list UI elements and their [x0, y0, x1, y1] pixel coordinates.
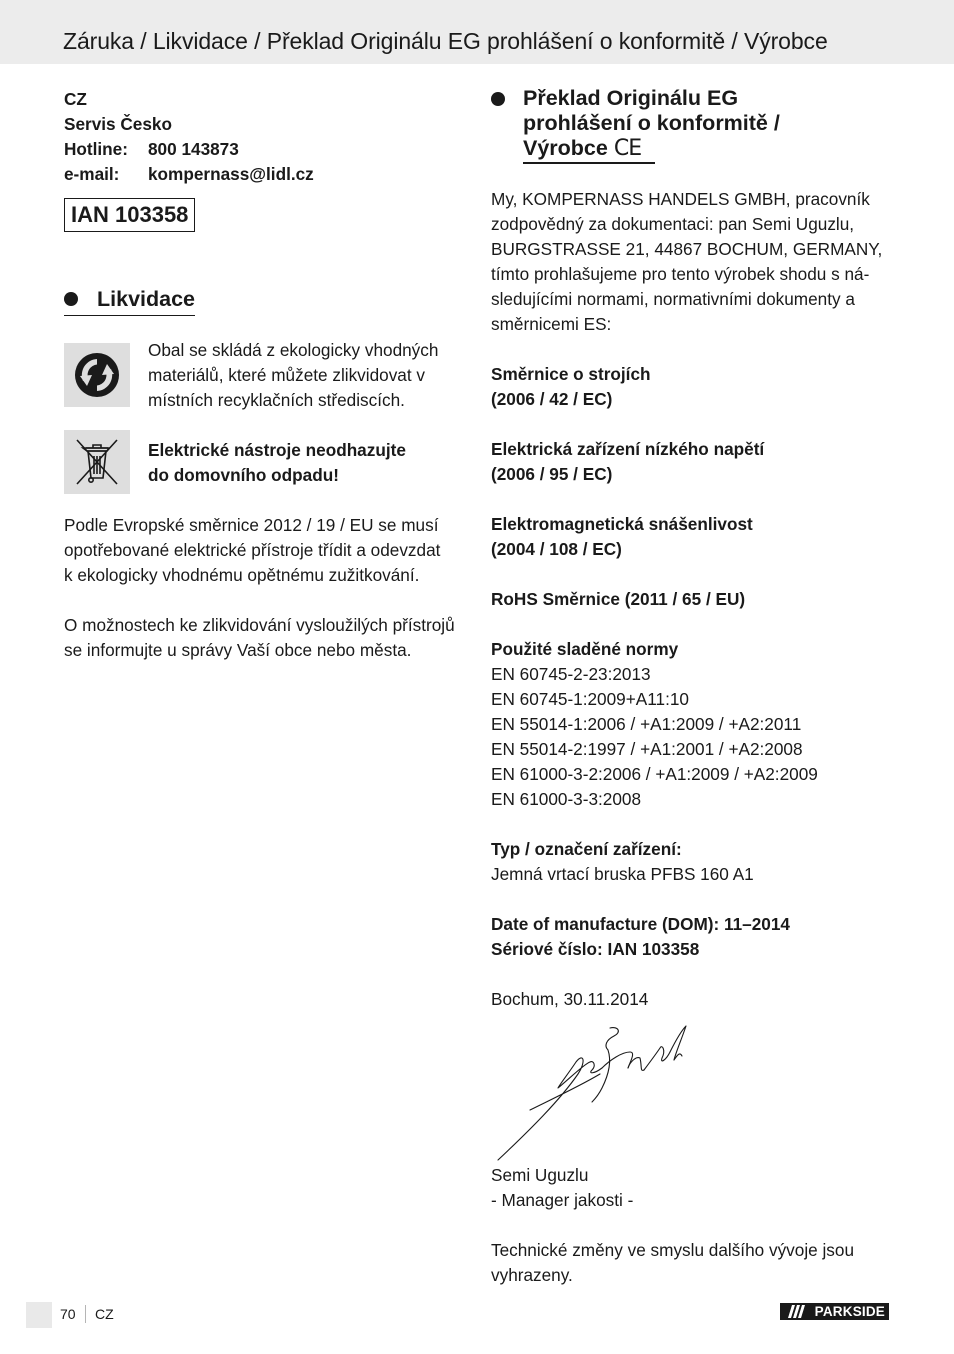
contact-block [64, 87, 314, 187]
note-line: Technické změny ve smyslu dalšího vývoje jsou [491, 1240, 855, 1260]
note-line: vyhrazeny. [491, 1265, 573, 1285]
standards-title: Použité sladěné normy [491, 639, 679, 659]
footer-divider [85, 1305, 86, 1323]
packaging-line: Obal se skládá z ekologicky vhodných [148, 340, 439, 360]
hotline-value: 800 143873 [148, 139, 239, 159]
recycling-icon-box [64, 343, 130, 407]
declaration-title [523, 86, 780, 161]
signer-role: - Manager jakosti - [491, 1190, 634, 1210]
paragraph-line: O možnostech ke zlikvidování vysloužilých přístrojů [64, 615, 455, 635]
standard-item: EN 60745-1:2009+A11:10 [491, 689, 689, 709]
intro-line: směrnicemi ES: [491, 314, 612, 334]
contact-service: Servis Česko [64, 114, 172, 134]
signer-name: Semi Uguzlu [491, 1165, 589, 1185]
disposal-info-paragraph [64, 613, 455, 663]
declaration-title-underline [523, 162, 655, 164]
crossed-out-wheelie-bin-icon [69, 434, 125, 490]
intro-line: sledujícími normami, normativními dokumenty a [491, 289, 855, 309]
email-value: kompernass@lidl.cz [148, 164, 314, 184]
signer-block [491, 1163, 901, 1213]
directive-line: Elektrická zařízení nízkého napětí [491, 439, 765, 459]
device-type-label: Typ / označení zařízení: [491, 839, 682, 859]
signature-image [490, 1022, 700, 1162]
intro-line: BURGSTRASSE 21, 44867 BOCHUM, GERMANY, [491, 239, 883, 259]
parkside-logo [780, 1303, 889, 1320]
hotline-row [64, 137, 314, 162]
directive-line: Elektromagnetická snášenlivost [491, 514, 753, 534]
date-of-manufacture: Date of manufacture (DOM): 11–2014 [491, 914, 790, 934]
device-type-block [491, 837, 901, 887]
directive-line: Směrnice o strojích [491, 364, 651, 384]
packaging-line: materiálů, které můžete zlikvidovat v [148, 365, 426, 385]
machinery-directive [491, 362, 901, 412]
contact-country: CZ [64, 89, 87, 109]
declaration-title-line [523, 136, 780, 161]
ian-box: IAN 103358 [64, 198, 195, 232]
low-voltage-directive [491, 437, 901, 487]
serial-number: Sériové číslo: IAN 103358 [491, 939, 700, 959]
paragraph-line: Podle Evropské směrnice 2012 / 19 / EU se musí [64, 515, 439, 535]
bullet-icon [491, 92, 505, 106]
disposal-title: Likvidace [97, 287, 195, 311]
brand-name: PARKSIDE [814, 1304, 885, 1319]
page-title: Záruka / Likvidace / Překlad Originálu EG prohlášení o konformitě / Výrobce [63, 28, 828, 54]
logo-stripes-icon [784, 1303, 806, 1320]
directive-paragraph [64, 513, 440, 588]
declaration-title-text: Výrobce [523, 136, 608, 160]
packaging-line: místních recyklačních střediscích. [148, 390, 405, 410]
disposal-heading [64, 286, 195, 316]
directive-line: (2006 / 42 / EC) [491, 389, 613, 409]
page-header [0, 0, 954, 64]
intro-line: tímto prohlašujeme pro tento výrobek shodu s ná- [491, 264, 870, 284]
bullet-icon [64, 292, 78, 306]
emc-directive [491, 512, 901, 562]
rohs-directive: RoHS Směrnice (2011 / 65 / EU) [491, 589, 746, 609]
standard-item: EN 55014-2:1997 / +A1:2001 / +A2:2008 [491, 739, 803, 759]
email-label: e-mail: [64, 164, 120, 184]
intro-line: My, KOMPERNASS HANDELS GMBH, pracovník [491, 189, 870, 209]
directive-line: (2004 / 108 / EC) [491, 539, 622, 559]
declaration-title-line: prohlášení o konformitě / [523, 111, 780, 135]
standard-item: EN 55014-1:2006 / +A1:2009 / +A2:2011 [491, 714, 802, 734]
hotline-label: Hotline: [64, 139, 128, 159]
paragraph-line: se informujte u správy Vaší obce nebo města. [64, 640, 412, 660]
standards-block [491, 637, 901, 812]
footer-page-box [26, 1302, 52, 1328]
device-type-value: Jemná vrtací bruska PFBS 160 A1 [491, 864, 754, 884]
disposal-title-wrap [64, 286, 195, 316]
declaration-title-line: Překlad Originálu EG [523, 86, 739, 110]
ce-mark: CE [613, 136, 642, 161]
place-date: Bochum, 30.11.2014 [491, 989, 649, 1009]
page-number: 70 [60, 1306, 76, 1322]
intro-line: zodpovědný za dokumentaci: pan Semi Uguzlu, [491, 214, 855, 234]
footer-language: CZ [95, 1306, 114, 1322]
bin-warning-text [148, 438, 406, 488]
declaration-intro [491, 187, 901, 337]
standard-item: EN 60745-2-23:2013 [491, 664, 651, 684]
directive-line: (2006 / 95 / EC) [491, 464, 613, 484]
standard-item: EN 61000-3-3:2008 [491, 789, 642, 809]
paragraph-line: k ekologicky vhodnému opětnému zužitkování. [64, 565, 420, 585]
technical-note [491, 1238, 901, 1288]
bin-icon-box [64, 430, 130, 494]
bin-warning-line: Elektrické nástroje neodhazujte [148, 440, 406, 460]
bin-warning-line: do domovního odpadu! [148, 465, 339, 485]
email-row [64, 162, 314, 187]
standard-item: EN 61000-3-2:2006 / +A1:2009 / +A2:2009 [491, 764, 818, 784]
recycling-green-dot-icon [73, 351, 121, 399]
paragraph-line: opotřebované elektrické přístroje třídit a odevzdat [64, 540, 441, 560]
packaging-text [148, 338, 438, 413]
manufacture-block [491, 912, 901, 962]
